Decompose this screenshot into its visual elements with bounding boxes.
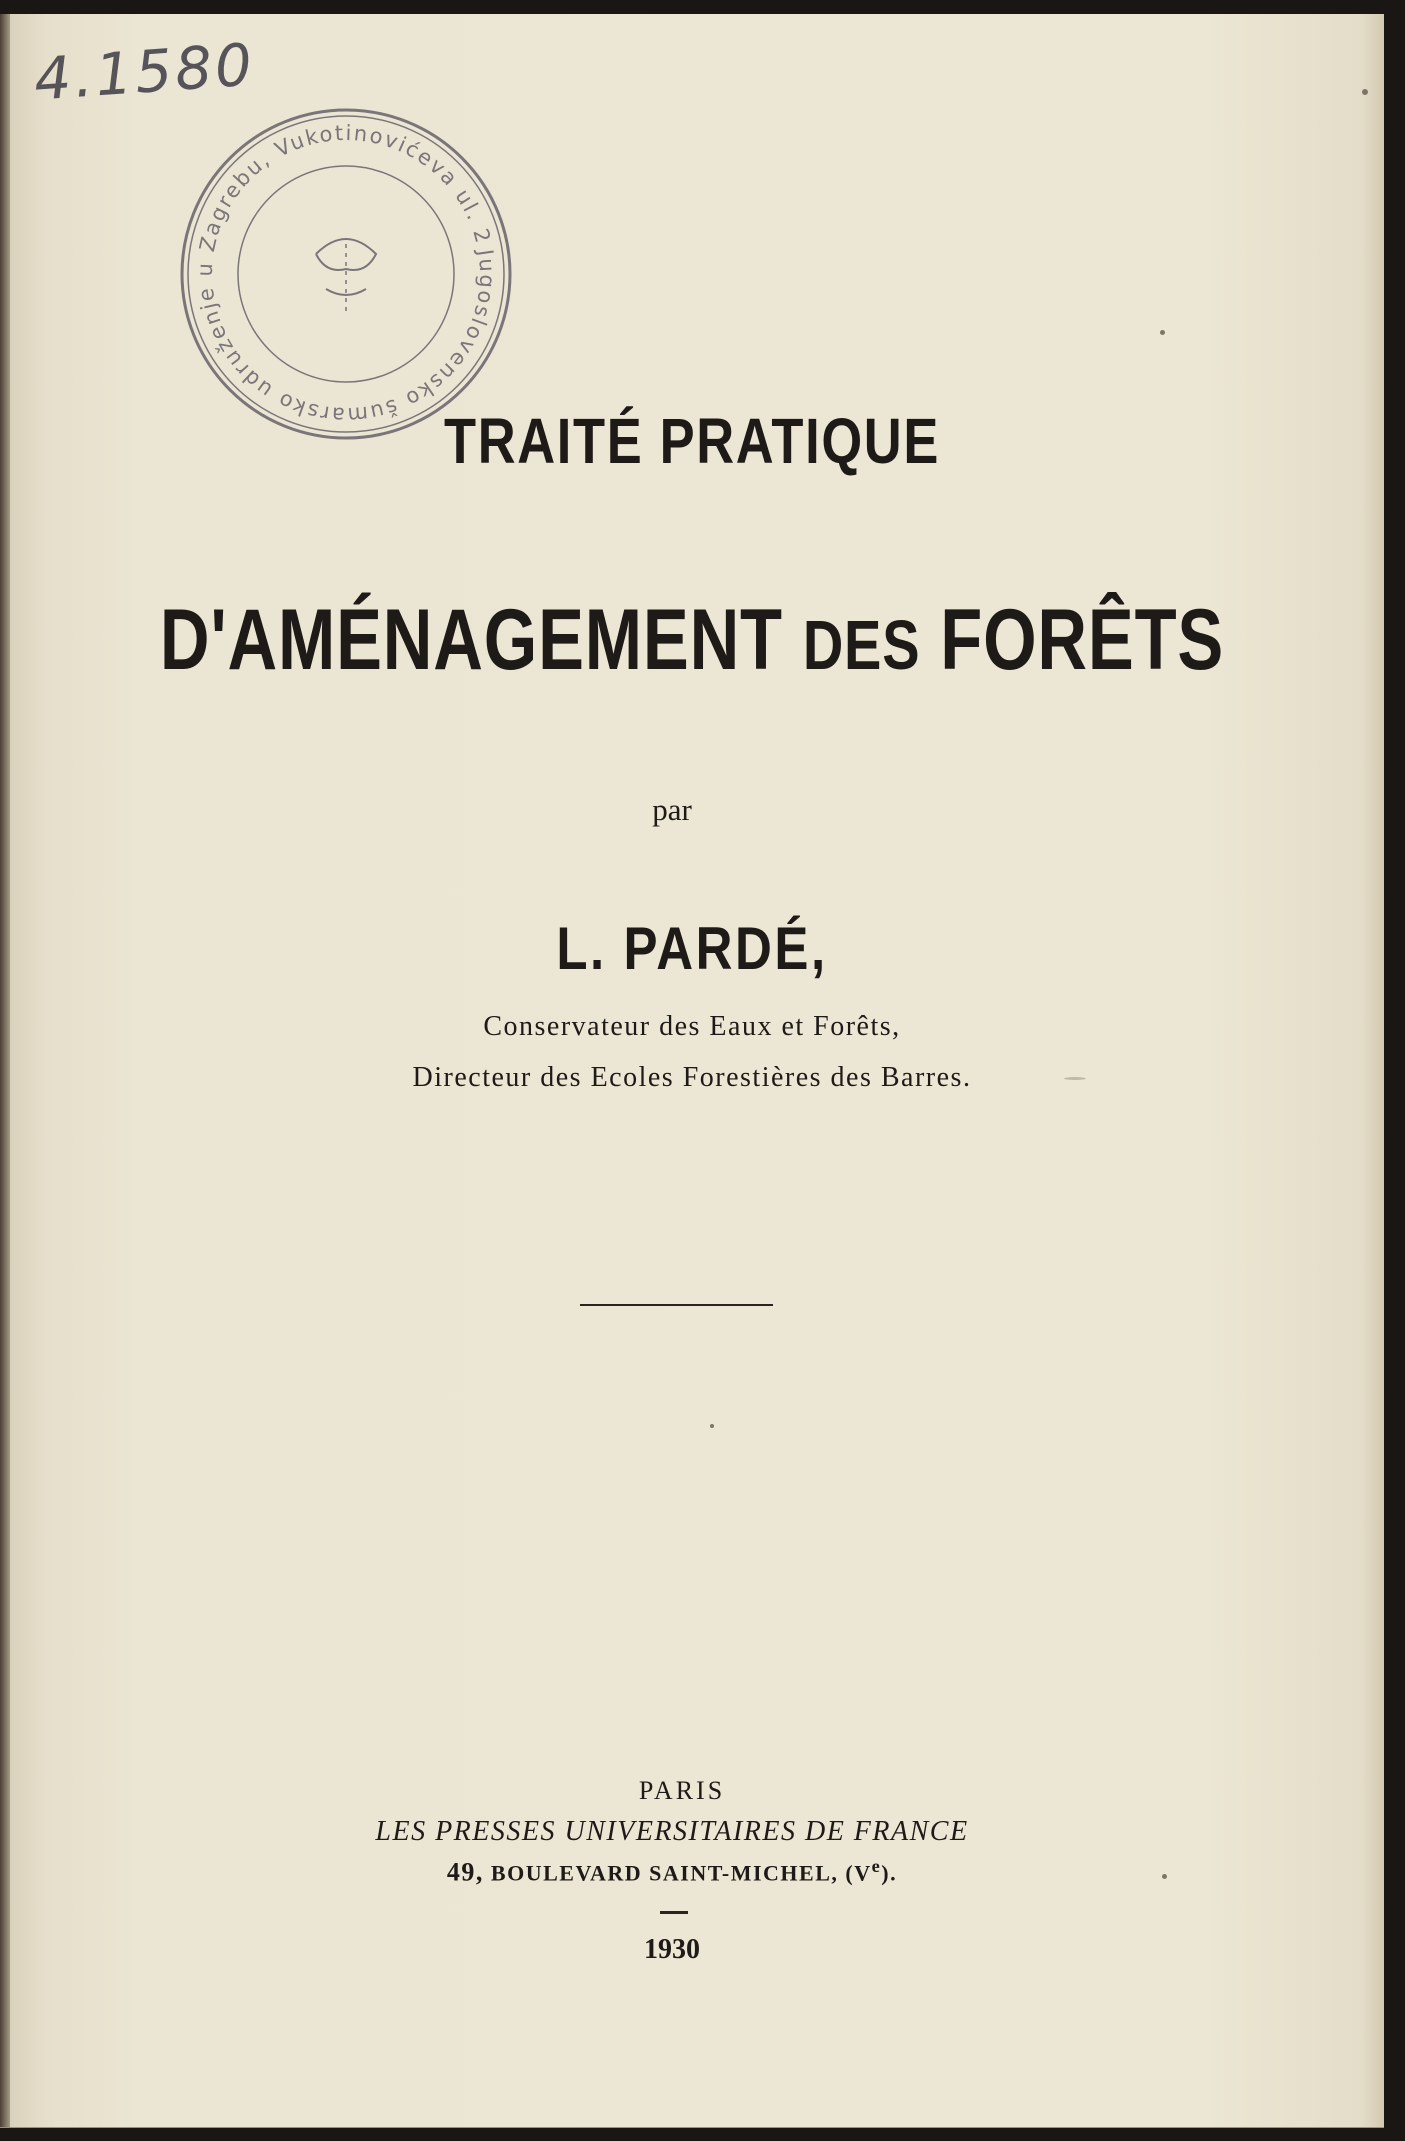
title-line-1: TRAITÉ PRATIQUE	[444, 405, 940, 477]
library-stamp-seal	[176, 104, 516, 444]
title-word-forets: FORÊTS	[940, 592, 1225, 688]
address-number: 49,	[446, 1857, 484, 1887]
stamp-ring-text: Jugoslovensko šumarsko udruženje u Zagrebu, Vukotinovićeva ul. 2	[192, 120, 500, 428]
handwritten-shelf-mark: 4.1580	[31, 30, 258, 114]
byline-par: par	[652, 792, 692, 827]
paper-speck	[1162, 1874, 1167, 1879]
author-name: L. PARDÉ,	[556, 915, 828, 982]
separator-rule	[580, 1304, 773, 1306]
address-street: BOULEVARD SAINT-MICHEL, (V	[490, 1860, 872, 1886]
title-line-2	[138, 591, 1245, 690]
author-affiliation-2: Directeur des Ecoles Forestières des Barres.	[412, 1062, 972, 1093]
title-word-des: DES	[802, 606, 921, 684]
imprint-city: PARIS	[638, 1776, 726, 1805]
paper-speck	[710, 1424, 714, 1428]
imprint-year: 1930	[644, 1934, 700, 1965]
year-dash	[660, 1911, 688, 1914]
imprint-address	[0, 1856, 1364, 1887]
paper-speck	[1362, 89, 1368, 95]
address-superscript: e	[871, 1856, 882, 1876]
title-page	[0, 14, 1384, 2128]
paper-speck	[1064, 1077, 1086, 1080]
title-word-amenagement: D'AMÉNAGEMENT	[159, 592, 783, 688]
imprint-publisher: LES PRESSES UNIVERSITAIRES DE FRANCE	[375, 1816, 969, 1847]
address-close: ).	[881, 1860, 898, 1886]
paper-speck	[1160, 330, 1165, 335]
author-affiliation-1: Conservateur des Eaux et Forêts,	[483, 1011, 901, 1042]
